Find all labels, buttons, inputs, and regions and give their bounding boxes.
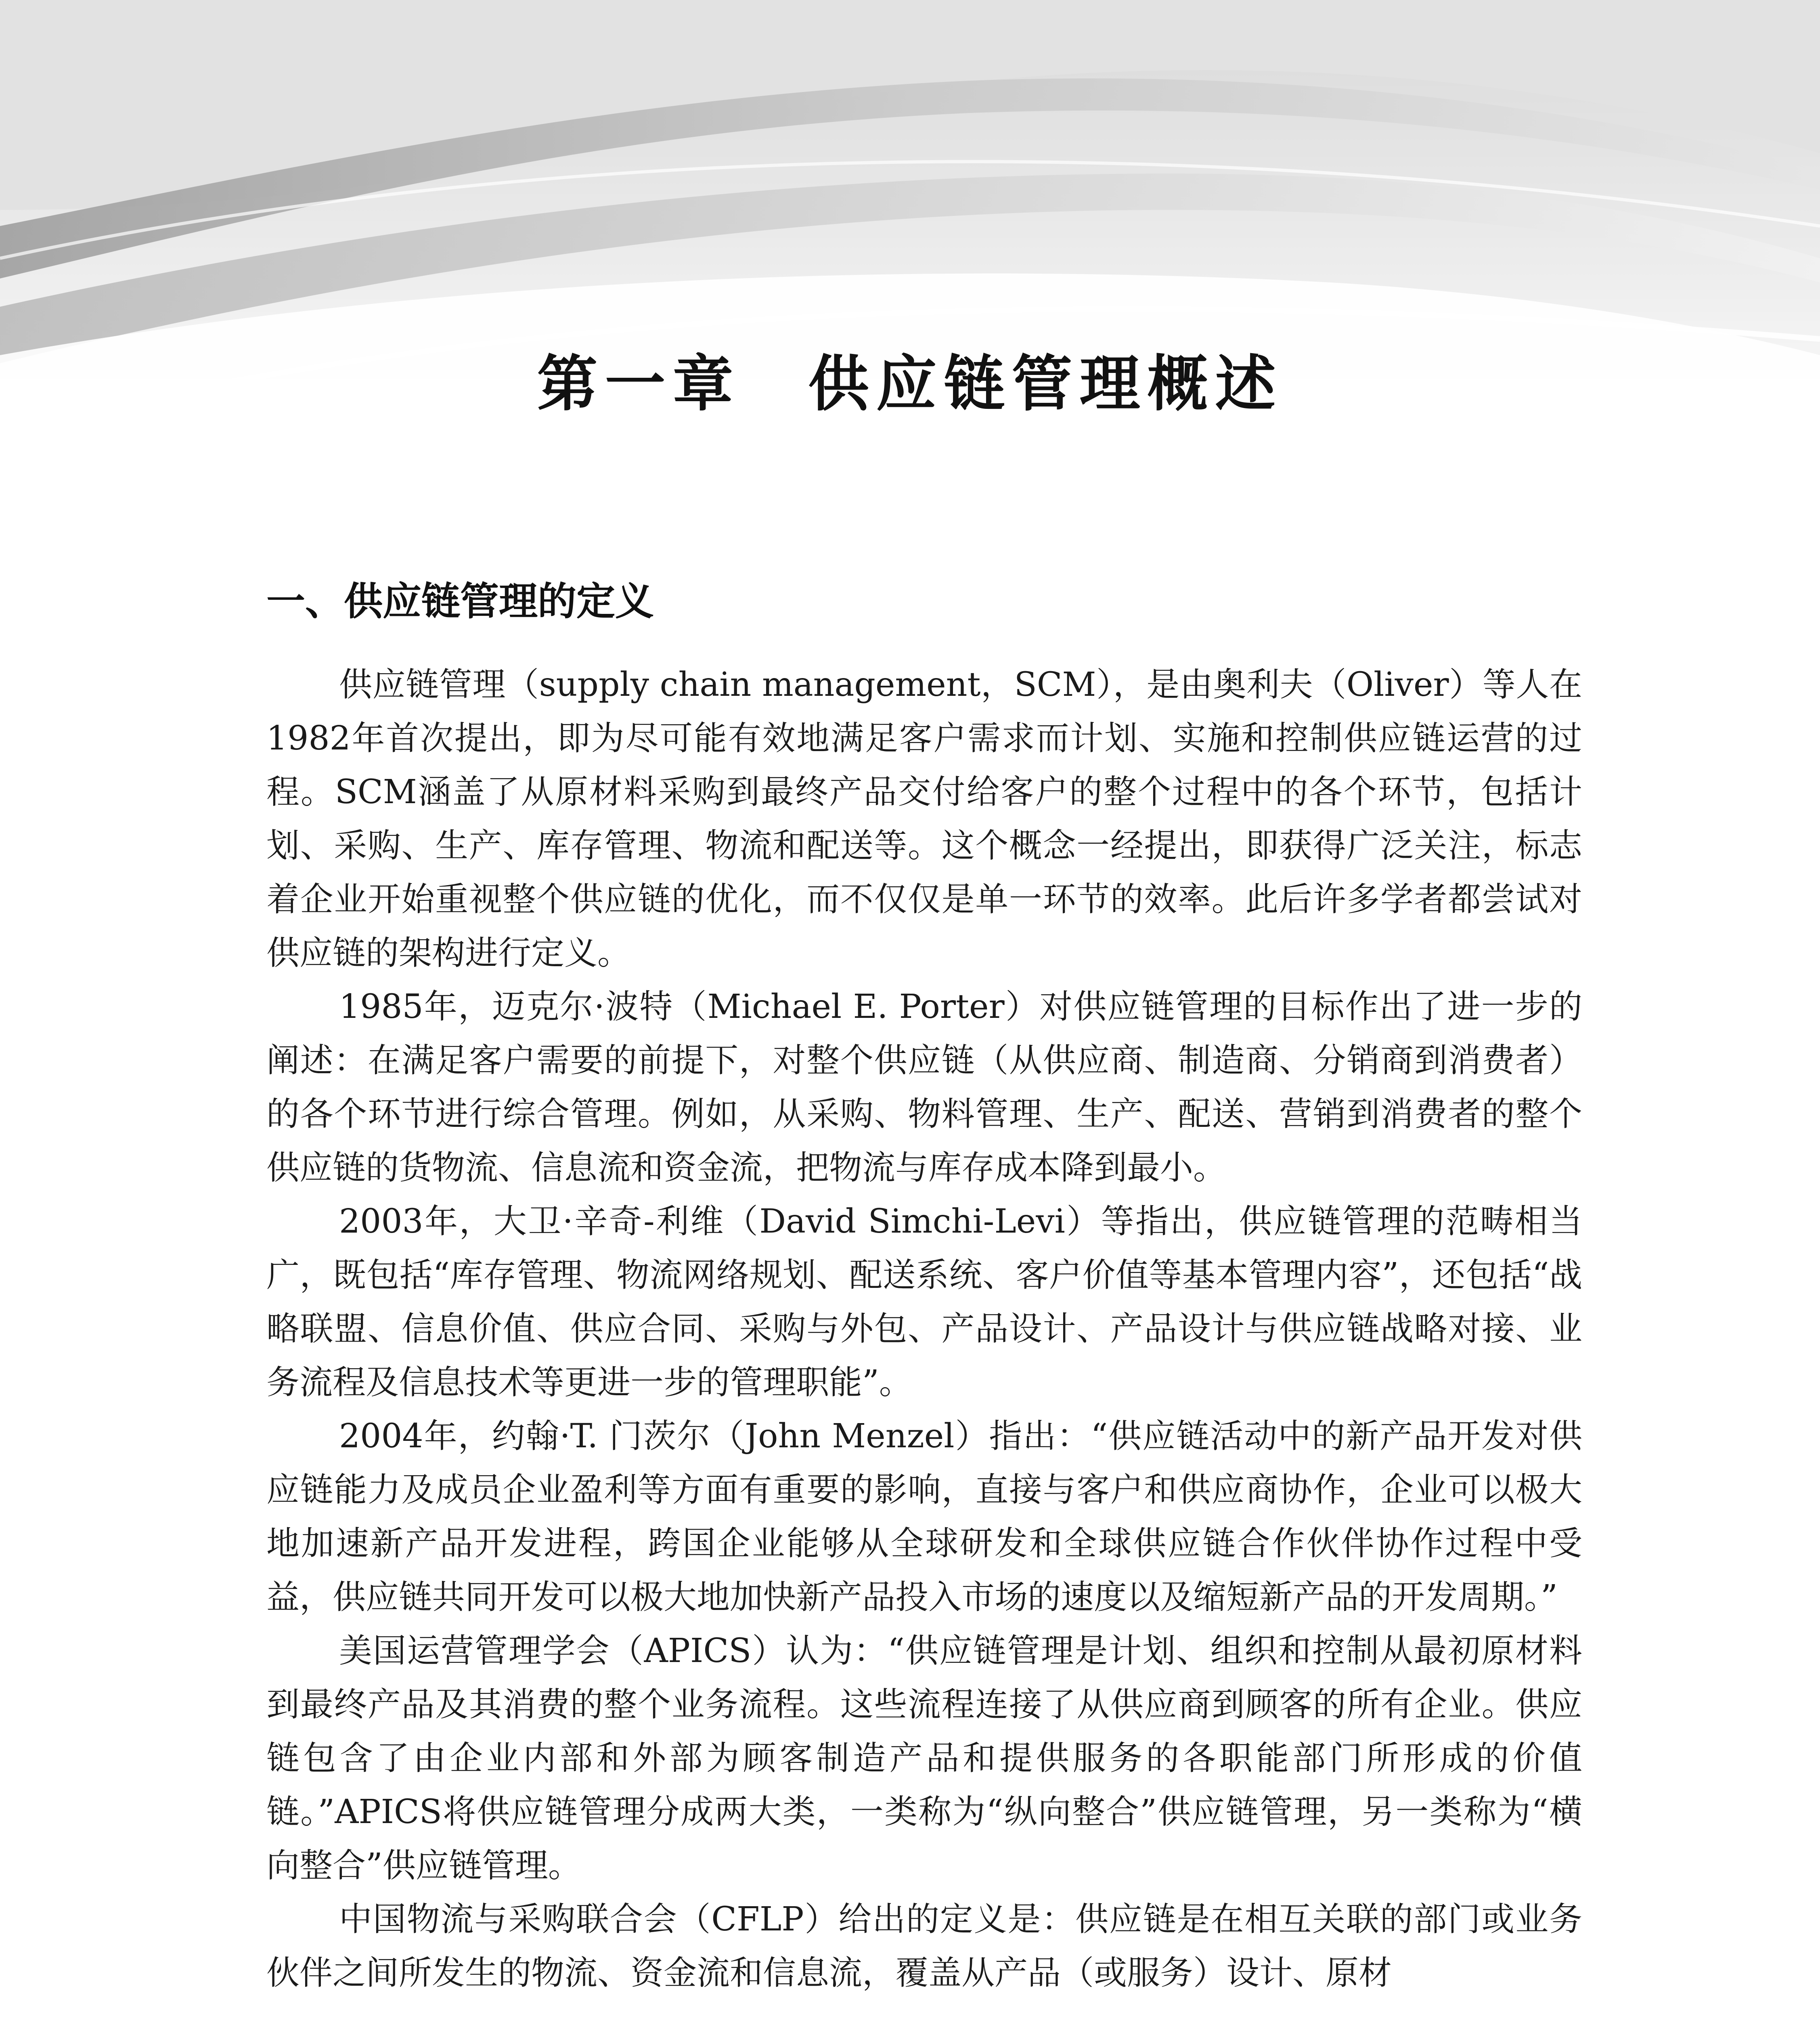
paragraph-2: 1985年，迈克尔·波特（Michael E. Porter）对供应链管理的目标作出了进一步的阐述：在满足客户需要的前提下，对整个供应链（从供应商、制造商、分销商到消费者）的各个环节进行综合管理。例如，从采购、物料管理、生产、配送、营销到消费者的整个供应链的货物流、信息流和资金流，把物流与库存成本降到最小。	[266, 988, 1582, 1187]
paragraph-3: 2003年，大卫·辛奇-利维（David Simchi-Levi）等指出，供应链管理的范畴相当广，既包括“库存管理、物流网络规划、配送系统、客户价值等基本管理内容”，还包括“战略联盟、信息价值、供应合同、采购与外包、产品设计、产品设计与供应链战略对接、业务流程及信息技术等更进一步的管理职能”。	[266, 1202, 1582, 1402]
paragraph-5: 美国运营管理学会（APICS）认为：“供应链管理是计划、组织和控制从最初原材料到最终产品及其消费的整个业务流程。这些流程连接了从供应商到顾客的所有企业。供应链包含了由企业内部和外部为顾客制造产品和提供服务的各职能部门所形成的价值链。”APICS将供应链管理分成两大类，一类称为“纵向整合”供应链管理，另一类称为“横向整合”供应链管理。	[266, 1632, 1582, 1885]
section-heading: 一、供应链管理的定义	[266, 579, 654, 624]
chapter-title: 第一章 供应链管理概述	[537, 349, 1283, 419]
paragraph-4: 2004年，约翰·T. 门茨尔（John Menzel）指出：“供应链活动中的新产品开发对供应链能力及成员企业盈利等方面有重要的影响，直接与客户和供应商协作，企业可以极大地加速新产品开发进程，跨国企业能够从全球研发和全球供应链合作伙伴协作过程中受益，供应链共同开发可以极大地加快新产品投入市场的速度以及缩短新产品的开发周期。”	[266, 1417, 1582, 1616]
main-content	[266, 573, 1582, 2000]
paragraph-1: 供应链管理（supply chain management，SCM），是由奥利夫（Oliver）等人在1982年首次提出，即为尽可能有效地满足客户需求而计划、实施和控制供应链运营的过程。SCM涵盖了从原材料采购到最终产品交付给客户的整个过程中的各个环节，包括计划、采购、生产、库存管理、物流和配送等。这个概念一经提出，即获得广泛关注，标志着企业开始重视整个供应链的优化，而不仅仅是单一环节的效率。此后许多学者都尝试对供应链的架构进行定义。	[266, 666, 1582, 972]
paragraph-6: 中国物流与采购联合会（CFLP）给出的定义是：供应链是在相互关联的部门或业务伙伴之间所发生的物流、资金流和信息流，覆盖从产品（或服务）设计、原材	[266, 1900, 1582, 1992]
